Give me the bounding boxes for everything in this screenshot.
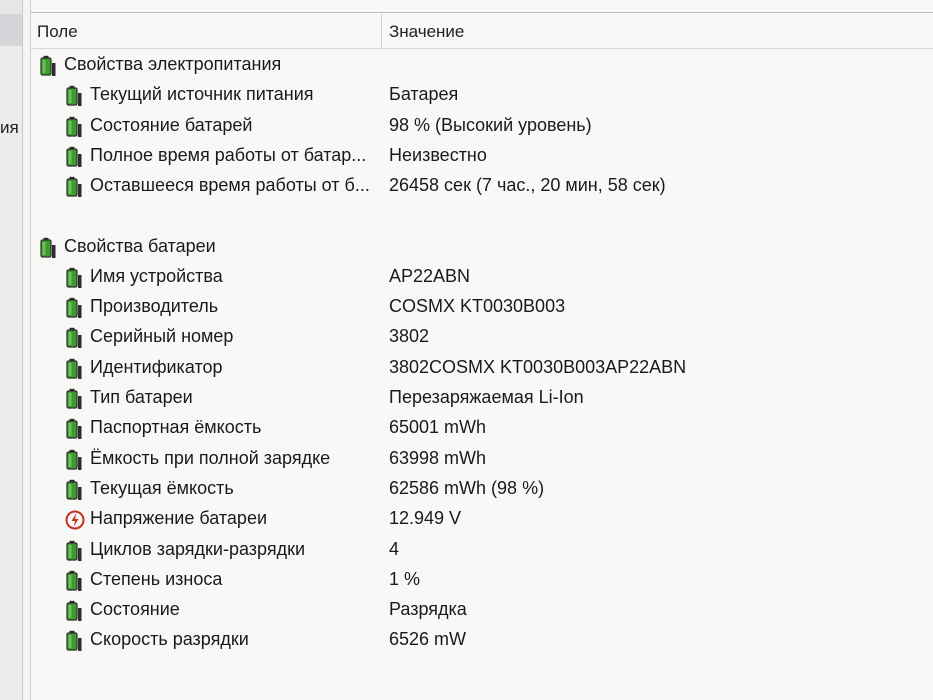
battery-icon <box>65 176 83 198</box>
property-name: Производитель <box>90 296 219 317</box>
battery-icon <box>65 116 83 138</box>
property-value: 62586 mWh (98 %) <box>389 477 545 498</box>
battery-icon <box>65 358 83 380</box>
battery-icon <box>65 600 83 622</box>
property-row[interactable] <box>31 595 933 625</box>
property-value: 3802COSMX KT0030B003AP22ABN <box>389 356 687 377</box>
group-title: Свойства батареи <box>64 235 216 256</box>
property-row[interactable] <box>31 171 933 201</box>
battery-icon <box>65 540 83 562</box>
property-name: Ёмкость при полной зарядке <box>90 447 331 468</box>
group-title: Свойства электропитания <box>64 54 282 74</box>
column-header-field[interactable]: Поле <box>37 22 78 41</box>
property-value: 98 % (Высокий уровень) <box>389 114 592 135</box>
property-value: Перезаряжаемая Li-Ion <box>389 387 584 407</box>
property-value: Неизвестно <box>389 144 487 165</box>
property-value: 6526 mW <box>389 629 467 650</box>
navigation-item-label[interactable]: ия <box>0 118 19 137</box>
property-row[interactable] <box>31 535 933 565</box>
property-name: Идентификатор <box>90 356 223 377</box>
property-value: 12.949 V <box>389 508 462 529</box>
battery-icon <box>65 85 83 107</box>
property-value: AP22ABN <box>389 265 471 286</box>
property-row[interactable] <box>31 111 933 141</box>
battery-icon <box>39 237 57 259</box>
battery-icon <box>65 630 83 652</box>
property-row[interactable] <box>31 353 933 383</box>
property-name: Текущий источник питания <box>90 84 314 105</box>
property-row[interactable] <box>31 141 933 171</box>
navigation-selected-item[interactable] <box>0 14 22 46</box>
battery-icon <box>65 449 83 471</box>
battery-icon <box>65 388 83 410</box>
battery-icon <box>65 146 83 168</box>
navigation-pane-header <box>0 0 22 15</box>
battery-icon <box>65 327 83 349</box>
property-row[interactable] <box>31 625 933 655</box>
property-value: 4 <box>389 538 400 559</box>
battery-icon <box>65 297 83 319</box>
group-row[interactable] <box>31 232 933 262</box>
property-value: Разрядка <box>389 599 467 620</box>
voltage-icon <box>65 509 83 531</box>
property-row[interactable] <box>31 383 933 413</box>
property-value: Батарея <box>389 84 459 105</box>
property-name: Паспортная ёмкость <box>90 417 262 438</box>
property-value: COSMX KT0030B003 <box>389 296 566 317</box>
property-value: 1 % <box>389 568 421 589</box>
battery-icon <box>65 267 83 289</box>
property-name: Скорость разрядки <box>90 629 249 650</box>
property-value: 65001 mWh <box>389 417 487 438</box>
property-row[interactable] <box>31 565 933 595</box>
properties-list[interactable] <box>30 0 933 700</box>
battery-icon <box>65 570 83 592</box>
property-name: Имя устройства <box>90 265 223 286</box>
battery-icon <box>65 479 83 501</box>
property-name: Степень износа <box>90 568 223 589</box>
property-row[interactable] <box>31 504 933 534</box>
property-value: 63998 mWh <box>389 447 487 468</box>
property-name: Состояние батарей <box>90 114 253 135</box>
property-name: Оставшееся время работы от б... <box>90 175 370 196</box>
property-name: Серийный номер <box>90 326 234 347</box>
property-name: Тип батареи <box>90 387 193 407</box>
property-row[interactable] <box>31 292 933 322</box>
navigation-pane[interactable] <box>0 0 23 700</box>
property-row[interactable] <box>31 474 933 504</box>
battery-icon <box>39 55 57 77</box>
battery-icon <box>65 418 83 440</box>
property-name: Циклов зарядки-разрядки <box>90 538 306 559</box>
property-row[interactable] <box>31 444 933 474</box>
property-row[interactable] <box>31 80 933 110</box>
property-value: 3802 <box>389 326 430 347</box>
property-row[interactable] <box>31 413 933 443</box>
property-row[interactable] <box>31 322 933 352</box>
property-name: Полное время работы от батар... <box>90 144 367 165</box>
column-header-value[interactable]: Значение <box>389 22 465 41</box>
column-divider[interactable] <box>381 14 382 48</box>
list-header <box>31 12 933 49</box>
property-value: 26458 сек (7 час., 20 мин, 58 сек) <box>389 175 666 196</box>
group-row[interactable] <box>31 50 933 80</box>
property-row[interactable] <box>31 262 933 292</box>
property-name: Напряжение батареи <box>90 508 268 529</box>
property-name: Состояние <box>90 599 180 620</box>
property-name: Текущая ёмкость <box>90 477 234 498</box>
